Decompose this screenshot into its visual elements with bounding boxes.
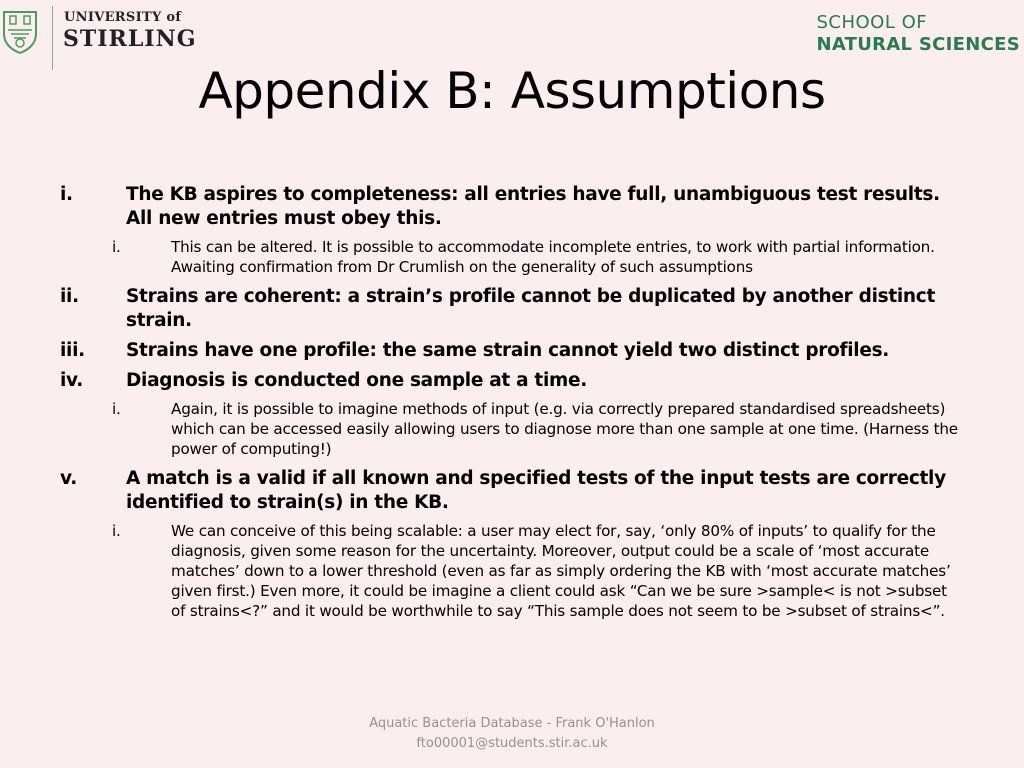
university-crest-icon: [2, 10, 38, 54]
assumption-item: [60, 183, 960, 231]
subitem-text: This can be altered. It is possible to accommodate incomplete entries, to work with partial information. Awaiting confirmation from Dr Crumlish on the generality of such assumptions: [171, 238, 935, 276]
item-text: Strains have one profile: the same strain cannot yield two distinct profiles.: [126, 340, 890, 361]
school-name-line2: NATURAL SCIENCES: [816, 34, 1020, 55]
school-name-line1: SCHOOL OF: [816, 12, 928, 33]
item-text: The KB aspires to completeness: all entries have full, unambiguous test results. All new entries must obey this.: [126, 184, 940, 229]
item-number: v.: [60, 468, 77, 489]
assumption-subitem: [60, 399, 960, 459]
footer-author: Aquatic Bacteria Database - Frank O'Hanlon: [369, 716, 655, 731]
assumption-subitem: [60, 521, 960, 621]
item-number: i.: [60, 184, 73, 205]
university-logo: [0, 4, 210, 68]
item-number: iii.: [60, 340, 85, 361]
slide-title: Appendix B: Assumptions: [198, 62, 826, 120]
assumption-item: [60, 369, 960, 393]
assumption-item: [60, 467, 960, 515]
logo-divider: [52, 6, 53, 70]
slide-footer: [0, 714, 1024, 754]
subitem-number: i.: [112, 400, 121, 418]
assumption-list: [60, 183, 960, 629]
assumption-item: [60, 339, 960, 363]
university-name-line1: UNIVERSITY of: [64, 10, 182, 25]
footer-email: fto00001@students.stir.ac.uk: [416, 736, 608, 751]
university-name-line2: STIRLING: [63, 26, 197, 52]
item-number: iv.: [60, 370, 84, 391]
item-text: Strains are coherent: a strain’s profile cannot be duplicated by another distinct strain.: [126, 286, 935, 331]
item-text: A match is a valid if all known and specified tests of the input tests are correctly identified to strain(s) in the KB.: [126, 468, 946, 513]
item-number: ii.: [60, 286, 79, 307]
school-logo: [816, 12, 1020, 56]
subitem-number: i.: [112, 238, 121, 256]
subitem-text: We can conceive of this being scalable: a user may elect for, say, ‘only 80% of inputs’ to qualify for the diagnosis, given some reason for the uncertainty. Moreover, output could be a scale of ‘most accurate matches’ down to a lower threshold (even as far as simply ordering the KB with ‘most accurate matches’ given first.) Even more, it could be imagine a client could ask “Can we be sure >sample< is not >subset of strains<?” and it would be worthwhile to say “This sample does not seem to be >subset of strains<”.: [171, 522, 951, 620]
subitem-text: Again, it is possible to imagine methods of input (e.g. via correctly prepared standardised spreadsheets) which can be accessed easily allowing users to diagnose more than one sample at one time. (Harness the power of computing!): [171, 400, 958, 458]
assumption-item: [60, 285, 960, 333]
assumption-subitem: [60, 237, 960, 277]
item-text: Diagnosis is conducted one sample at a time.: [126, 370, 587, 391]
subitem-number: i.: [112, 522, 121, 540]
